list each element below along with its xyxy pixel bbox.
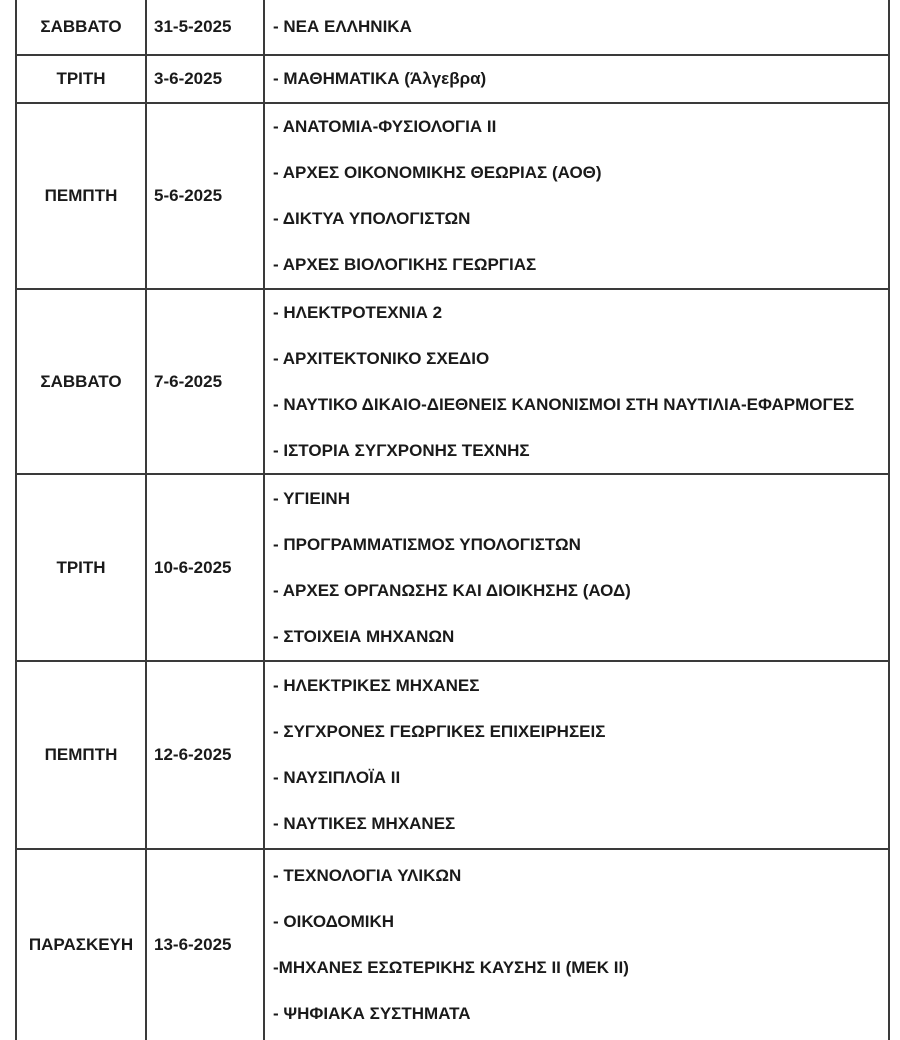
day-label: ΤΡΙΤΗ xyxy=(56,557,106,577)
subject-item: - ΔΙΚΤΥΑ ΥΠΟΛΟΓΙΣΤΩΝ xyxy=(273,209,471,228)
date-cell xyxy=(147,290,265,473)
subjects-cell xyxy=(265,850,888,1040)
subjects-cell xyxy=(265,475,888,660)
date-cell xyxy=(147,56,265,102)
table-row xyxy=(17,290,888,475)
subject-item: - ΜΑΘΗΜΑΤΙΚΑ (Άλγεβρα) xyxy=(273,69,487,88)
subjects-cell xyxy=(265,662,888,848)
date-cell xyxy=(147,850,265,1040)
day-cell xyxy=(17,475,147,660)
subject-item: - ΟΙΚΟΔΟΜΙΚΗ xyxy=(273,912,395,931)
day-cell xyxy=(17,0,147,54)
subject-item: - ΑΡΧΙΤΕΚΤΟΝΙΚΟ ΣΧΕΔΙΟ xyxy=(273,348,490,368)
date-cell xyxy=(147,662,265,848)
table-row xyxy=(17,662,888,850)
date-label: 7-6-2025 xyxy=(154,371,223,391)
date-label: 5-6-2025 xyxy=(154,186,223,205)
table-row xyxy=(17,850,888,1040)
subject-item: - ΝΑΥΣΙΠΛΟΪΑ ΙΙ xyxy=(273,768,401,787)
subjects-cell xyxy=(265,290,888,473)
subject-item: - ΑΡΧΕΣ ΟΙΚΟΝΟΜΙΚΗΣ ΘΕΩΡΙΑΣ (ΑΟΘ) xyxy=(273,163,602,182)
subject-item: - ΑΡΧΕΣ ΟΡΓΑΝΩΣΗΣ ΚΑΙ ΔΙΟΙΚΗΣΗΣ (ΑΟΔ) xyxy=(273,580,631,600)
subject-item: - ΑΡΧΕΣ ΒΙΟΛΟΓΙΚΗΣ ΓΕΩΡΓΙΑΣ xyxy=(273,255,537,274)
day-label: ΠΑΡΑΣΚΕΥΗ xyxy=(28,935,134,954)
table-row xyxy=(17,0,888,56)
table-row xyxy=(17,475,888,662)
subject-item: - ΣΤΟΙΧΕΙΑ ΜΗΧΑΝΩΝ xyxy=(273,626,455,646)
day-cell xyxy=(17,56,147,102)
day-cell xyxy=(17,104,147,288)
date-label: 10-6-2025 xyxy=(154,557,232,577)
subject-item: - ΝΑΥΤΙΚΕΣ ΜΗΧΑΝΕΣ xyxy=(273,814,456,833)
subject-item: - ΑΝΑΤΟΜΙΑ-ΦΥΣΙΟΛΟΓΙΑ ΙΙ xyxy=(273,117,497,136)
subject-item: - ΗΛΕΚΤΡΟΤΕΧΝΙΑ 2 xyxy=(273,302,443,322)
date-label: 3-6-2025 xyxy=(154,69,223,88)
day-label: ΤΡΙΤΗ xyxy=(56,69,106,88)
day-label: ΣΑΒΒΑΤΟ xyxy=(40,371,122,391)
subject-item: - ΤΕΧΝΟΛΟΓΙΑ ΥΛΙΚΩΝ xyxy=(273,866,462,885)
subject-item: - ΝΑΥΤΙΚΟ ΔΙΚΑΙΟ-ΔΙΕΘΝΕΙΣ ΚΑΝΟΝΙΣΜΟΙ ΣΤΗ ΝΑΥΤΙΛΙΑ-ΕΦΑΡΜΟΓΕΣ xyxy=(273,394,855,414)
day-label: ΠΕΜΠΤΗ xyxy=(44,186,118,205)
date-label: 13-6-2025 xyxy=(154,935,232,954)
subject-item: - ΗΛΕΚΤΡΙΚΕΣ ΜΗΧΑΝΕΣ xyxy=(273,676,480,695)
subject-item: - ΝΕΑ ΕΛΛΗΝΙΚΑ xyxy=(273,17,412,36)
subject-item: -ΜΗΧΑΝΕΣ ΕΣΩΤΕΡΙΚΗΣ ΚΑΥΣΗΣ ΙΙ (ΜΕΚ ΙΙ) xyxy=(273,958,629,977)
subject-item: - ΨΗΦΙΑΚΑ ΣΥΣΤΗΜΑΤΑ xyxy=(273,1004,471,1023)
subjects-cell xyxy=(265,0,888,54)
date-label: 12-6-2025 xyxy=(154,745,232,764)
day-cell xyxy=(17,662,147,848)
date-cell xyxy=(147,475,265,660)
subject-item: - ΣΥΓΧΡΟΝΕΣ ΓΕΩΡΓΙΚΕΣ ΕΠΙΧΕΙΡΗΣΕΙΣ xyxy=(273,722,606,741)
subjects-cell xyxy=(265,56,888,102)
exam-schedule-table xyxy=(15,0,890,1040)
date-cell xyxy=(147,104,265,288)
subjects-cell xyxy=(265,104,888,288)
date-label: 31-5-2025 xyxy=(154,17,232,36)
day-label: ΣΑΒΒΑΤΟ xyxy=(40,17,122,36)
subject-item: - ΙΣΤΟΡΙΑ ΣΥΓΧΡΟΝΗΣ ΤΕΧΝΗΣ xyxy=(273,440,530,460)
date-cell xyxy=(147,0,265,54)
table-row xyxy=(17,56,888,104)
subject-item: - ΥΓΙΕΙΝΗ xyxy=(273,488,350,508)
subject-item: - ΠΡΟΓΡΑΜΜΑΤΙΣΜΟΣ ΥΠΟΛΟΓΙΣΤΩΝ xyxy=(273,534,581,554)
day-label: ΠΕΜΠΤΗ xyxy=(44,745,118,764)
day-cell xyxy=(17,850,147,1040)
table-row xyxy=(17,104,888,290)
day-cell xyxy=(17,290,147,473)
